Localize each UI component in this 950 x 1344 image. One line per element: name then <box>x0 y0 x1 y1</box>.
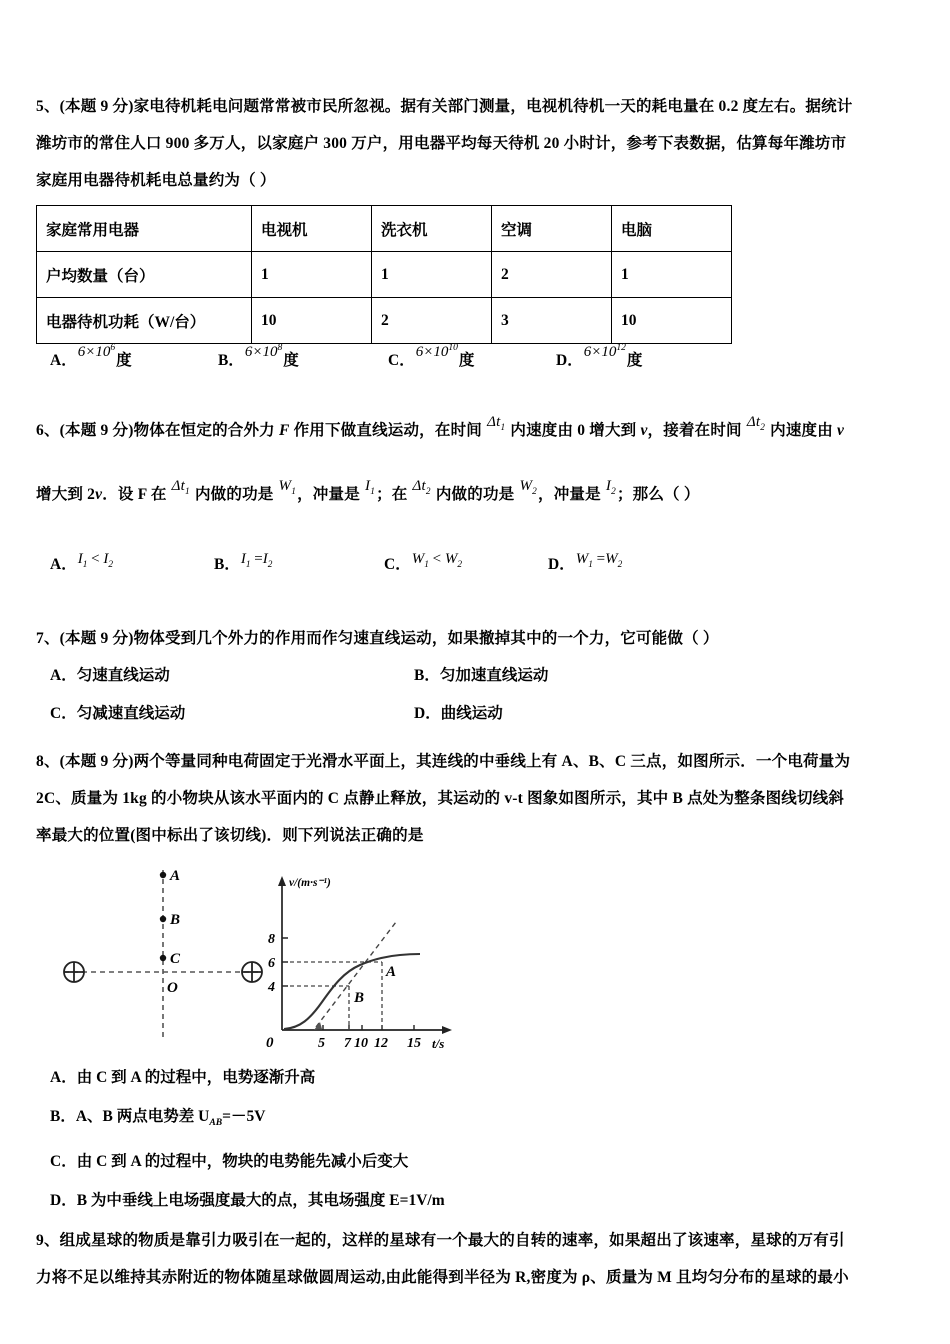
q5-line-3: 家庭用电器待机耗电总量约为（ ） <box>36 172 276 189</box>
q6-W1: $W_1$ <box>278 478 297 497</box>
table-row <box>37 252 732 298</box>
q6-option-b-value: $I_1 =I_2$ <box>240 551 273 570</box>
y-axis-label: v/(m·s⁻¹) <box>289 877 331 889</box>
q6-W2: $W_2$ <box>519 478 537 497</box>
table-cell: 10 <box>612 298 732 344</box>
q5-option-b[interactable]: B．$6\times 10^8$度 <box>218 342 299 369</box>
q5-options <box>36 342 916 390</box>
vt-curve <box>284 954 420 1029</box>
table-row-label: 户均数量（台） <box>37 252 252 298</box>
q5-line-2: 潍坊市的常住人口 900 多万人，以家庭户 300 万户，用电器平均每天待机 20 小时计，参考下表数据，估算每年潍坊市 <box>36 135 847 152</box>
q7-option-b[interactable]: B．匀加速直线运动 <box>414 667 549 684</box>
q7-option-d[interactable]: D．曲线运动 <box>414 705 503 722</box>
q7-options-row-1 <box>36 657 916 695</box>
table-header-cell: 家庭常用电器 <box>37 206 252 252</box>
origin-label: O <box>167 980 178 996</box>
table-cell: 2 <box>372 298 492 344</box>
q5-line-1: 5、(本题 9 分)家电待机耗电问题常常被市民所忽视。据有关部门测量，电视机待机一天的耗电量在 0.2 度左右。据统计 <box>36 98 853 115</box>
q6-option-c[interactable]: C．$W_1 < W_2$ <box>384 551 462 573</box>
q9-line-1: 9、组成星球的物质是靠引力吸引在一起的，这样的星球有一个最大的自转的速率，如果超出了该速率，星球的万有引 <box>36 1232 845 1250</box>
y-tick-label-8: 8 <box>268 932 275 947</box>
q8-option-a[interactable]: A．由 C 到 A 的过程中，电势逐渐升高 <box>50 1069 316 1086</box>
x-tick-label-7: 7 <box>344 1036 351 1051</box>
q8-option-d[interactable]: D．B 为中垂线上电场强度最大的点，其电场强度 E=1V/m <box>50 1192 445 1210</box>
point-a-label: A <box>170 868 181 884</box>
q5-option-d[interactable]: D．$6\times 10^{12}$度 <box>556 342 643 369</box>
q6-delta-t2: $\Delta t_2$ <box>746 414 766 433</box>
table-row <box>37 298 732 344</box>
origin-tick-label: 0 <box>266 1035 274 1051</box>
point-c-dot <box>160 955 166 961</box>
q5-option-c[interactable]: C．$6\times 10^{10}$度 <box>388 342 475 369</box>
equal-charges-diagram <box>50 862 280 1047</box>
graph-point-a-label: A <box>386 964 397 980</box>
q6-option-a[interactable]: A．$I_1 < I_2$ <box>50 551 113 573</box>
table-header-cell: 电视机 <box>252 206 372 252</box>
q7-stem: 7、(本题 9 分)物体受到几个外力的作用而作匀速直线运动，如果撤掉其中的一个力，它可能做（ ） <box>36 630 719 647</box>
table-row-header <box>37 206 732 252</box>
q6-options <box>36 552 916 598</box>
q6-I1: $I_1$ <box>365 478 376 497</box>
question-5 <box>36 88 916 390</box>
q8-line-3: 率最大的位置(图中标出了该切线)．则下列说法正确的是 <box>36 827 424 844</box>
table-header-cell: 电脑 <box>612 206 732 252</box>
appliance-standby-table <box>36 205 732 344</box>
q6-option-d-value: $W_1 =W_2$ <box>575 551 623 570</box>
tangent-arrow <box>314 1022 322 1030</box>
question-6 <box>36 412 916 598</box>
q6-delta-t1: $\Delta t_1$ <box>487 414 506 433</box>
q6-option-a-value: $I_1 < I_2$ <box>77 551 113 570</box>
table-cell: 2 <box>492 252 612 298</box>
table-header-cell: 空调 <box>492 206 612 252</box>
x-tick-label-10: 10 <box>354 1036 368 1051</box>
q6-option-c-value: $W_1 < W_2$ <box>411 551 462 570</box>
question-9 <box>36 1222 916 1296</box>
q7-options-row-2 <box>36 695 916 733</box>
q8-option-c[interactable]: C．由 C 到 A 的过程中，物块的电势能先减小后变大 <box>50 1153 409 1171</box>
x-axis-label: t/s <box>432 1036 445 1051</box>
q6-line-2: 增大到 2v．设 F 在 $\Delta t_1$ 内做的功是 $W_1$，冲量是 $I_1$；在 $\Delta t_2$ 内做的功是 $W_2$，冲量是 $I_2$；那么（ ） <box>36 478 700 503</box>
table-cell: 10 <box>252 298 372 344</box>
x-tick-label-15: 15 <box>407 1036 421 1051</box>
charge-left-icon <box>64 962 84 982</box>
x-axis-arrow <box>442 1026 452 1034</box>
question-8 <box>36 743 916 1220</box>
q8-figures <box>36 862 916 1052</box>
q5-option-a-value: $6\times 10^6$ <box>77 342 116 360</box>
table-cell: 1 <box>612 252 732 298</box>
graph-point-b-label: B <box>354 990 365 1006</box>
q8-line-2: 2C、质量为 1kg 的小物块从该水平面内的 C 点静止释放，其运动的 v-t 图象如图所示，其中 B 点处为整条图线切线斜 <box>36 790 845 807</box>
q6-delta-t1-b: $\Delta t_1$ <box>171 478 190 497</box>
point-c-label: C <box>170 951 181 967</box>
q6-delta-t2-b: $\Delta t_2$ <box>412 478 431 497</box>
q8-option-b[interactable]: B．A、B 两点电势差 $U_{AB}=-5V$ <box>50 1108 266 1129</box>
q8-line-1: 8、(本题 9 分)两个等量同种电荷固定于光滑水平面上，其连线的中垂线上有 A、B、C 三点，如图所示．一个电荷量为 <box>36 753 851 770</box>
q7-option-c[interactable]: C．匀减速直线运动 <box>50 705 186 722</box>
q5-option-c-value: $6\times 10^{10}$ <box>415 342 458 360</box>
point-b-dot <box>160 916 166 922</box>
q5-option-d-value: $6\times 10^{12}$ <box>583 342 626 360</box>
table-cell: 1 <box>252 252 372 298</box>
y-tick-label-4: 4 <box>268 980 275 995</box>
y-tick-label-6: 6 <box>268 956 275 971</box>
page-content <box>36 88 916 1296</box>
q5-option-b-value: $6\times 10^8$ <box>244 342 283 360</box>
question-7 <box>36 620 916 733</box>
x-tick-label-5: 5 <box>318 1036 325 1051</box>
table-cell: 3 <box>492 298 612 344</box>
point-b-label: B <box>170 912 181 928</box>
y-axis-arrow <box>278 876 286 886</box>
q6-line-1: 6、(本题 9 分)物体在恒定的合外力 F 作用下做直线运动，在时间 $\Delta t_1$ 内速度由 0 增大到 v，接着在时间 $\Delta t_2$ 内速度由 v <box>36 414 845 439</box>
table-cell: 1 <box>372 252 492 298</box>
tangent-line-at-b <box>316 922 396 1027</box>
q5-option-a[interactable]: A．$6\times 10^6$度 <box>50 342 132 369</box>
velocity-time-graph <box>248 862 488 1052</box>
x-tick-label-12: 12 <box>374 1036 388 1051</box>
point-a-dot <box>160 872 166 878</box>
q9-line-2: 力将不足以维持其赤附近的物体随星球做圆周运动,由此能得到半径为 R,密度为 ρ、质量为 M 且均匀分布的星球的最小 <box>36 1269 849 1287</box>
q7-option-a[interactable]: A．匀速直线运动 <box>50 667 170 684</box>
q6-option-b[interactable]: B．$I_1 =I_2$ <box>214 551 273 573</box>
table-header-cell: 洗衣机 <box>372 206 492 252</box>
q6-option-d[interactable]: D．$W_1 =W_2$ <box>548 551 623 573</box>
q6-I2: $I_2$ <box>605 478 616 497</box>
table-row-label: 电器待机功耗（W/台） <box>37 298 252 344</box>
